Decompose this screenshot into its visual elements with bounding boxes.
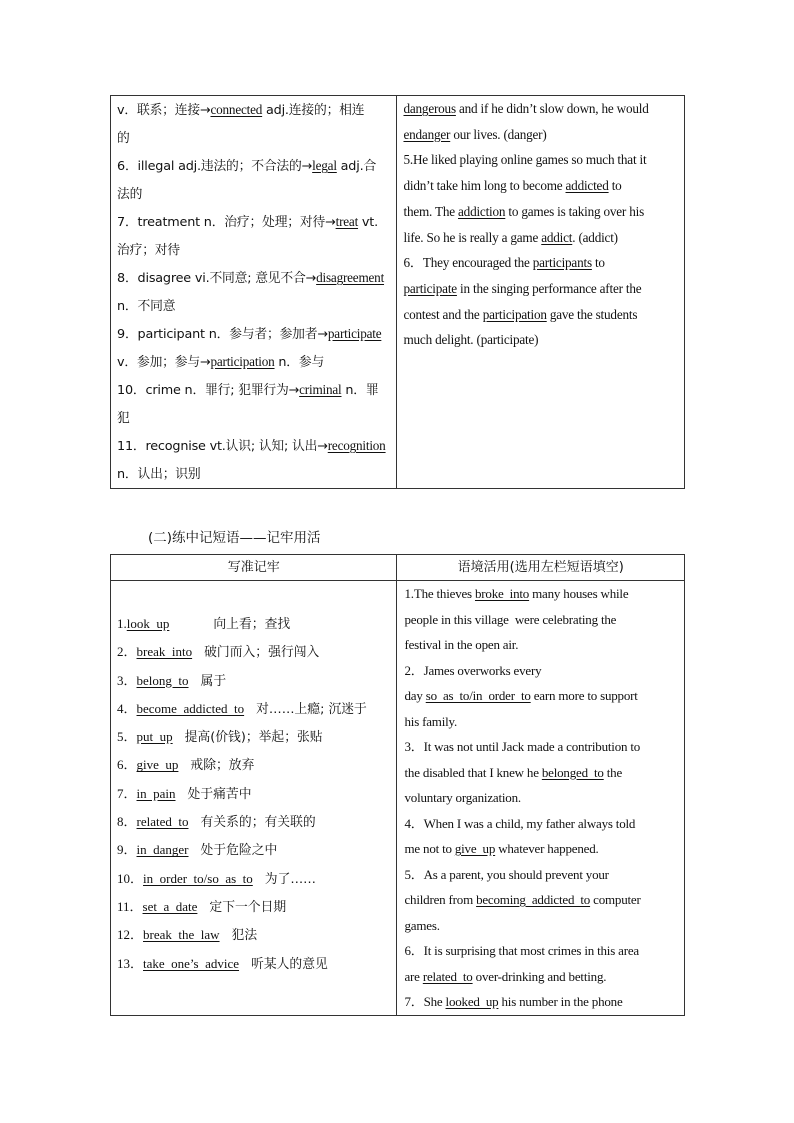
word-text: vt. xyxy=(358,215,378,230)
word-text: 的 xyxy=(117,131,130,146)
phrase-line xyxy=(111,723,396,751)
phrase-number: 5． xyxy=(117,729,137,745)
word-line xyxy=(111,152,396,180)
phrase-answer: break the law xyxy=(143,927,220,943)
phrase-meaning: 定下一个日期 xyxy=(209,899,287,915)
sentence-text: 4．When I was a child, my father always told xyxy=(404,815,636,831)
sentence-text: life. So he is really a game xyxy=(403,229,542,245)
sentence-line xyxy=(397,225,684,251)
sentence-line xyxy=(397,607,684,633)
phrase-meaning: 处于危险之中 xyxy=(200,843,278,859)
sentence-text: people in this village were celebrating the xyxy=(404,611,617,627)
sentence-text: to xyxy=(608,178,622,194)
phrase-answer: put up xyxy=(136,729,173,745)
word-line xyxy=(111,376,396,404)
phrase-number: 7． xyxy=(117,785,137,801)
phrase-meaning: 为了…… xyxy=(264,871,316,887)
phrase-table-header-left: 写准记牢 xyxy=(111,555,397,581)
phrase-left-cell xyxy=(111,581,397,1016)
answer-word: addiction xyxy=(458,203,506,219)
word-line xyxy=(111,432,396,460)
sentence-line xyxy=(397,122,684,148)
phrase-meaning: 有关系的；有关联的 xyxy=(200,815,316,831)
word-text: 11．recognise vt.认识; 认知; 认出→ xyxy=(117,439,328,454)
sentence-text: much delight. (participate) xyxy=(403,332,539,348)
sentence-line xyxy=(397,96,684,122)
phrase-meaning: 向上看；查找 xyxy=(213,617,291,632)
phrase-number: 13． xyxy=(117,955,144,971)
phrase-meaning: 戒除；放弃 xyxy=(190,758,255,774)
phrase-answer: break into xyxy=(136,644,193,660)
phrase-meaning: 处于痛苦中 xyxy=(187,786,252,802)
phrase-line xyxy=(111,950,396,978)
phrase-number: 3． xyxy=(117,672,137,688)
sentence-line xyxy=(397,581,684,607)
phrase-table-header-right: 语境活用(选用左栏短语填空) xyxy=(397,555,685,581)
answer-word: recognition xyxy=(327,438,386,453)
word-line xyxy=(111,292,396,320)
sentence-text: gave the students xyxy=(546,306,638,322)
answer-word: addict xyxy=(541,229,573,245)
sentence-line xyxy=(397,862,684,888)
answer-word: participation xyxy=(210,354,275,369)
phrase-line xyxy=(111,893,396,921)
sentence-line xyxy=(397,964,684,990)
word-text: 7．treatment n．治疗；处理；对待→ xyxy=(117,215,336,230)
phrase-right-list xyxy=(397,581,684,1015)
phrase-number: 10． xyxy=(117,870,144,886)
answer-word: dangerous xyxy=(403,101,456,116)
phrase-meaning: 听某人的意见 xyxy=(251,956,328,972)
phrase-number: 2． xyxy=(117,644,137,660)
phrase-line xyxy=(111,695,396,723)
phrase-answer: set a date xyxy=(142,898,198,914)
word-text: 法的 xyxy=(117,187,143,202)
word-text: adj.连接的；相连 xyxy=(262,103,365,118)
phrase-line xyxy=(111,865,396,893)
phrase-answer: related to xyxy=(136,814,189,830)
phrase-line xyxy=(111,808,396,836)
answer-phrase: so as to/in order to xyxy=(425,688,531,703)
word-text: n．参与 xyxy=(274,355,325,370)
answer-word: participants xyxy=(532,255,592,271)
phrase-line xyxy=(111,751,396,779)
word-family-left-list xyxy=(111,96,396,488)
answer-word: participation xyxy=(482,306,547,322)
word-text: n．认出；识别 xyxy=(117,467,201,482)
word-family-table xyxy=(110,95,685,489)
sentence-text: are xyxy=(404,968,423,984)
sentence-text: earn more to support xyxy=(530,688,638,703)
answer-phrase: belonged to xyxy=(541,764,604,780)
phrase-number: 9． xyxy=(117,842,137,858)
sentence-text: in the singing performance after the xyxy=(456,280,642,296)
answer-word: participate xyxy=(327,326,382,341)
sentence-text: the xyxy=(603,764,623,780)
answer-word: criminal xyxy=(299,382,342,397)
sentence-text: voluntary organization. xyxy=(404,790,521,805)
word-text: 8．disagree vi.不同意; 意见不合→ xyxy=(117,271,317,286)
answer-phrase: related to xyxy=(422,968,473,984)
word-line xyxy=(111,180,396,208)
answer-word: endanger xyxy=(403,126,451,142)
sentence-line xyxy=(397,836,684,862)
phrase-meaning: 破门而入；强行闯入 xyxy=(204,645,320,661)
phrase-line xyxy=(111,610,396,638)
phrase-left-list xyxy=(111,581,396,978)
word-line xyxy=(111,404,396,432)
answer-word: legal xyxy=(312,158,337,173)
answer-phrase: becoming addicted to xyxy=(476,892,591,907)
phrase-number: 8． xyxy=(117,814,137,830)
word-line xyxy=(111,208,396,236)
sentence-line xyxy=(397,276,684,302)
word-text: 犯 xyxy=(117,411,130,426)
sentence-line xyxy=(397,147,684,173)
sentence-text: 7．She xyxy=(404,994,446,1009)
phrase-meaning: 犯法 xyxy=(231,928,258,944)
word-line xyxy=(111,264,396,292)
sentence-text: me not to xyxy=(404,841,455,856)
sentence-line xyxy=(397,913,684,939)
sentence-line xyxy=(397,199,684,225)
sentence-text: 6．It is surprising that most crimes in this area xyxy=(404,943,639,958)
sentence-text: his family. xyxy=(404,713,458,729)
sentence-text: contest and the xyxy=(403,306,483,322)
sentence-text: 5．As a parent, you should prevent your xyxy=(404,866,609,882)
phrase-meaning: 属于 xyxy=(200,673,227,689)
sentence-line xyxy=(397,938,684,964)
sentence-text: didn’t take him long to become xyxy=(403,178,566,194)
phrase-answer: in pain xyxy=(136,785,176,801)
sentence-line xyxy=(397,785,684,811)
answer-word: participate xyxy=(403,280,457,296)
answer-phrase: broke into xyxy=(474,586,530,601)
word-text: 9．participant n．参与者；参加者→ xyxy=(117,327,328,342)
sentence-line xyxy=(397,250,684,276)
phrase-answer: in danger xyxy=(136,842,189,858)
answer-word: connected xyxy=(210,102,263,117)
answer-phrase: looked up xyxy=(445,994,499,1009)
sentence-line xyxy=(397,811,684,837)
word-line xyxy=(111,236,396,264)
sentence-text: to xyxy=(591,255,605,271)
answer-word: treat xyxy=(335,214,359,229)
sentence-text: computer xyxy=(590,892,641,907)
sentence-text: them. The xyxy=(403,203,459,219)
sentence-line xyxy=(397,173,684,199)
word-family-right-list xyxy=(397,96,684,353)
phrase-line xyxy=(111,638,396,666)
word-family-left-cell xyxy=(111,96,397,489)
sentence-text: 5.He liked playing online games so much that it xyxy=(403,152,647,168)
word-text: v．参加；参与→ xyxy=(117,355,211,370)
phrase-answer: belong to xyxy=(136,672,189,688)
sentence-text: . (addict) xyxy=(572,229,618,245)
word-line xyxy=(111,460,396,488)
section-title: (二)练中记短语——记牢用活 xyxy=(148,530,321,546)
sentence-text: our lives. (danger) xyxy=(450,126,547,142)
sentence-line xyxy=(397,709,684,735)
sentence-text: day xyxy=(404,688,426,703)
sentence-line xyxy=(397,683,684,709)
phrase-number: 6． xyxy=(117,757,137,773)
phrase-right-cell xyxy=(397,581,685,1016)
phrase-answer: look up xyxy=(126,616,170,631)
sentence-text: to games is taking over his xyxy=(505,203,645,219)
phrase-line xyxy=(111,836,396,864)
phrase-answer: take one’s advice xyxy=(143,955,240,971)
sentence-text: games. xyxy=(404,917,440,933)
word-line xyxy=(111,320,396,348)
phrase-number: 1. xyxy=(117,616,127,631)
phrase-line xyxy=(111,667,396,695)
phrase-line xyxy=(111,921,396,949)
sentence-text: 2．James overworks every xyxy=(404,662,542,678)
word-text: n．罪 xyxy=(341,383,379,398)
sentence-text: 6．They encouraged the xyxy=(403,255,533,271)
word-family-right-cell xyxy=(397,96,685,489)
sentence-line xyxy=(397,302,684,328)
sentence-line xyxy=(397,760,684,786)
phrase-number: 11． xyxy=(117,898,143,914)
phrase-answer: in order to/so as to xyxy=(143,870,253,886)
sentence-line xyxy=(397,734,684,760)
sentence-text: 3．It was not until Jack made a contribution to xyxy=(404,739,641,754)
word-text: n．不同意 xyxy=(117,299,176,314)
sentence-text: the disabled that I knew he xyxy=(404,764,542,780)
answer-phrase: give up xyxy=(454,841,496,856)
phrase-meaning: 提高(价钱)；举起；张贴 xyxy=(184,730,323,746)
sentence-line xyxy=(397,632,684,658)
phrase-line xyxy=(111,780,396,808)
answer-word: disagreement xyxy=(316,270,385,285)
sentence-line xyxy=(397,887,684,913)
word-text: adj.合 xyxy=(336,159,377,174)
phrase-table xyxy=(110,554,685,1016)
word-text: 治疗；对待 xyxy=(117,243,180,258)
sentence-text: and if he didn’t slow down, he would xyxy=(455,101,649,116)
sentence-line xyxy=(397,989,684,1015)
sentence-text: children from xyxy=(404,892,477,907)
sentence-line xyxy=(397,327,684,353)
sentence-text: his number in the phone xyxy=(498,994,623,1009)
sentence-text: 1.The thieves xyxy=(404,586,475,601)
word-text: 6．illegal adj.违法的；不合法的→ xyxy=(117,159,313,174)
phrase-meaning: 对……上瘾; 沉迷于 xyxy=(256,701,367,717)
sentence-text: many houses while xyxy=(529,586,629,601)
phrase-number: 12． xyxy=(117,927,144,943)
sentence-text: festival in the open air. xyxy=(404,637,519,652)
answer-word: addicted xyxy=(565,178,609,194)
word-text: v．联系；连接→ xyxy=(117,103,211,118)
word-line xyxy=(111,124,396,152)
phrase-number: 4． xyxy=(117,700,137,716)
word-line xyxy=(111,96,396,124)
sentence-text: over-drinking and betting. xyxy=(472,968,607,984)
sentence-line xyxy=(397,658,684,684)
word-line xyxy=(111,348,396,376)
phrase-answer: become addicted to xyxy=(136,700,245,716)
phrase-answer: give up xyxy=(136,757,179,773)
sentence-text: whatever happened. xyxy=(495,841,599,856)
word-text: 10．crime n．罪行; 犯罪行为→ xyxy=(117,383,300,398)
